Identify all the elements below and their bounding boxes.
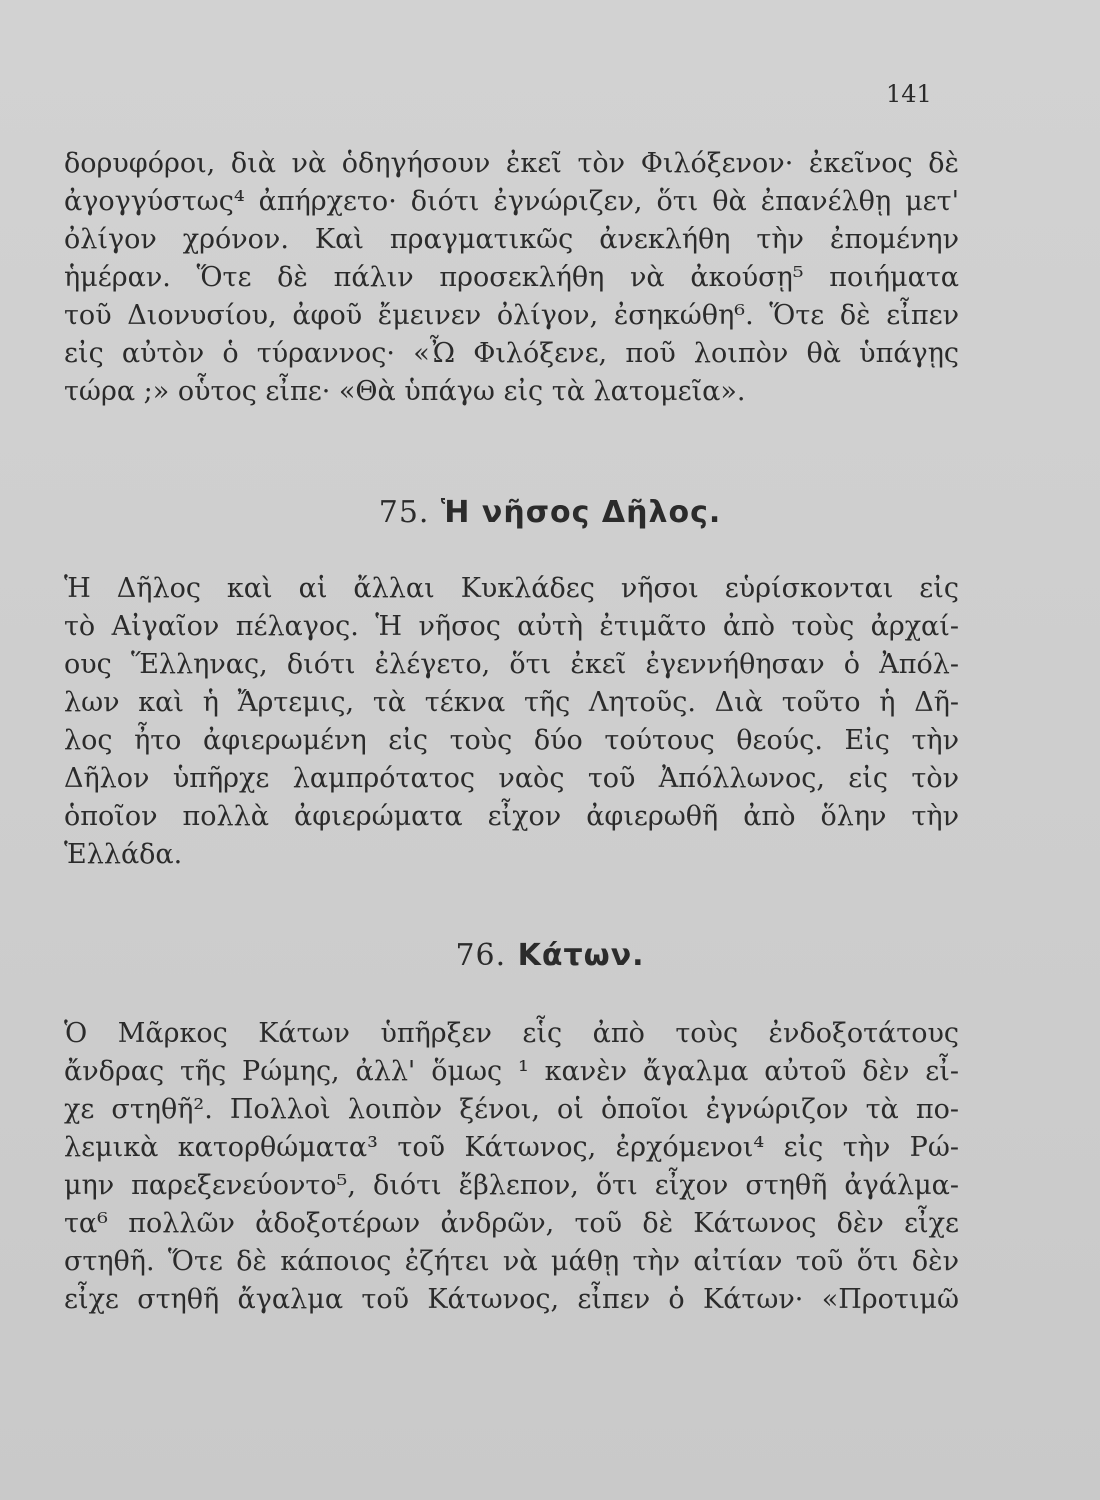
text-line: λεμικὰ κατορθώματα³ τοῦ Κάτωνος, ἐρχόμενοι⁴ εἰς τὴν Ρώ- [64,1132,959,1163]
paragraph-philoxenus [64,145,959,411]
text-line: μην παρεξενεύοντο⁵, διότι ἔβλεπον, ὅτι εἶχον στηθῆ ἀγάλμα- [64,1170,959,1201]
text-line: ἡμέραν. Ὅτε δὲ πάλιν προσεκλήθη νὰ ἀκούσῃ⁵ ποιήματα [64,262,959,293]
section-heading-76 [0,938,1100,973]
text-line: ἄνδρας τῆς Ρώμης, ἀλλ' ὅμως ¹ κανὲν ἄγαλμα αὐτοῦ δὲν εἶ- [64,1056,959,1087]
text-line: εἰς αὐτὸν ὁ τύραννος· «Ὦ Φιλόξενε, ποῦ λοιπὸν θὰ ὑπάγῃς [64,338,959,369]
text-line: εἶχε στηθῆ ἄγαλμα τοῦ Κάτωνος, εἶπεν ὁ Κάτων· «Προτιμῶ [64,1284,959,1315]
page-number: 141 [886,80,932,108]
text-line: τα⁶ πολλῶν ἀδοξοτέρων ἀνδρῶν, τοῦ δὲ Κάτωνος δὲν εἶχε [64,1208,959,1239]
text-line: Ἑλλάδα. [64,839,183,870]
text-line: δορυφόροι, διὰ νὰ ὁδηγήσουν ἐκεῖ τὸν Φιλόξενον· ἐκεῖνος δὲ [64,148,959,179]
text-line: Δῆλον ὑπῆρχε λαμπρότατος ναὸς τοῦ Ἀπόλλωνος, εἰς τὸν [64,763,959,794]
section-number: 76. [455,938,507,973]
text-line: λος ἦτο ἀφιερωμένη εἰς τοὺς δύο τούτους θεούς. Εἰς τὴν [64,725,959,756]
text-line: τώρα ;» οὗτος εἶπε· «Θὰ ὑπάγω εἰς τὰ λατομεῖα». [64,376,746,407]
section-title: Ἡ νῆσος Δῆλος. [440,495,722,530]
paragraph-cato [64,1015,959,1319]
text-line: τοῦ Διονυσίου, ἀφοῦ ἔμεινεν ὀλίγον, ἐσηκώθη⁶. Ὅτε δὲ εἶπεν [64,300,959,331]
text-line: λων καὶ ἡ Ἄρτεμις, τὰ τέκνα τῆς Λητοῦς. Διὰ τοῦτο ἡ Δῆ- [64,687,959,718]
section-title: Κάτων. [517,938,645,973]
text-line: ὀλίγον χρόνον. Καὶ πραγματικῶς ἀνεκλήθη τὴν ἐπομένην [64,224,959,255]
text-line: στηθῆ. Ὅτε δὲ κάποιος ἐζήτει νὰ μάθῃ τὴν αἰτίαν τοῦ ὅτι δὲν [64,1246,959,1277]
text-line: Ὁ Μᾶρκος Κάτων ὑπῆρξεν εἷς ἀπὸ τοὺς ἐνδοξοτάτους [64,1018,959,1049]
section-heading-75 [0,495,1100,530]
text-line: ἀγογγύστως⁴ ἀπήρχετο· διότι ἐγνώριζεν, ὅτι θὰ ἐπανέλθῃ μετ' [64,186,959,217]
text-line: ὁποῖον πολλὰ ἀφιερώματα εἶχον ἀφιερωθῆ ἀπὸ ὅλην τὴν [64,801,959,832]
text-line: τὸ Αἰγαῖον πέλαγος. Ἡ νῆσος αὐτὴ ἐτιμᾶτο ἀπὸ τοὺς ἀρχαί- [64,611,959,642]
text-line: χε στηθῆ². Πολλοὶ λοιπὸν ξένοι, οἱ ὁποῖοι ἐγνώριζον τὰ πο- [64,1094,959,1125]
text-line: Ἡ Δῆλος καὶ αἱ ἄλλαι Κυκλάδες νῆσοι εὑρίσκονται εἰς [64,573,959,604]
text-line: ους Ἕλληνας, διότι ἐλέγετο, ὅτι ἐκεῖ ἐγεννήθησαν ὁ Ἀπόλ- [64,649,959,680]
paragraph-delos [64,570,959,874]
section-number: 75. [378,495,430,530]
